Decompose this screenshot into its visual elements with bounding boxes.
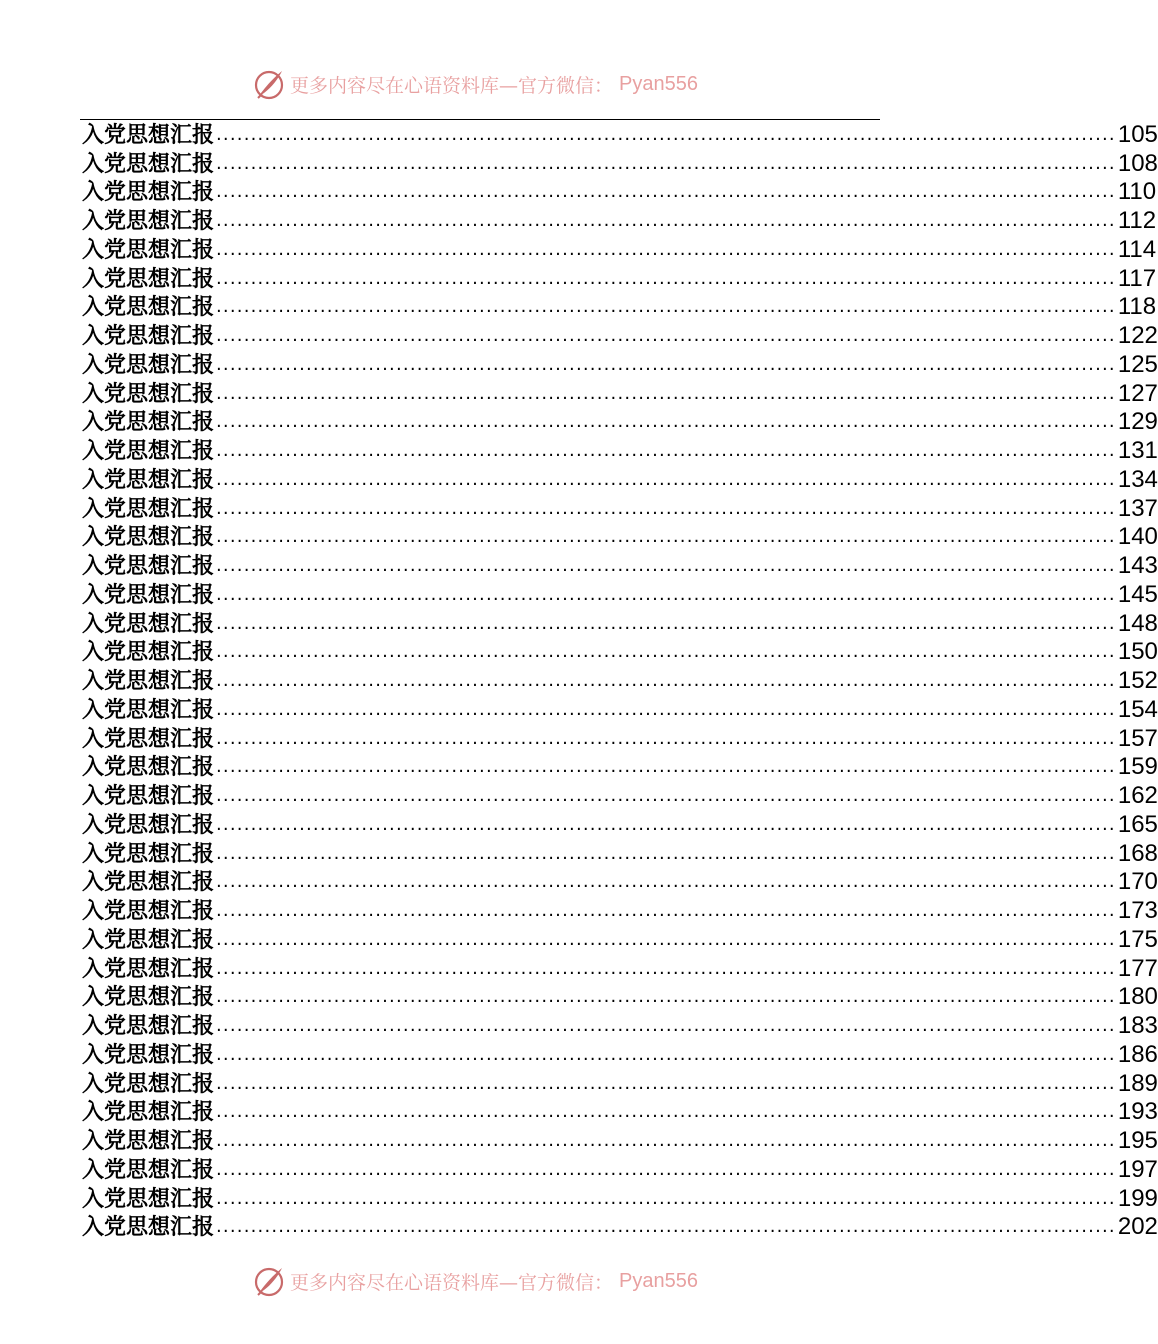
toc-entry-title: 入党思想汇报 [82,754,215,781]
toc-entry-title: 入党思想汇报 [82,208,215,234]
toc-entry-title: 入党思想汇报 [82,639,215,666]
toc-entry[interactable] [82,551,1158,580]
toc-entry-page-number: 137 [1117,494,1158,522]
toc-entry[interactable] [82,178,1157,207]
toc-entry-page-number: 134 [1117,465,1158,493]
toc-entry[interactable] [82,1213,1158,1242]
toc-entry[interactable] [82,1184,1158,1213]
toc-dot-leader: .................................................................................................................................. [216,1130,1116,1151]
toc-entry[interactable] [82,264,1157,293]
toc-entry-title: 入党思想汇报 [82,495,215,522]
toc-dot-leader: .................................................................................................................................. [216,1072,1116,1094]
toc-dot-leader: .................................................................................................................................. [216,526,1116,548]
toc-dot-leader: .................................................................................................................................. [216,181,1116,203]
toc-dot-leader: .................................................................................................................................. [216,986,1116,1008]
toc-entry-title: 入党思想汇报 [82,323,215,349]
toc-entry[interactable] [82,1126,1158,1155]
toc-entry-title: 入党思想汇报 [82,926,215,953]
toc-entry-page-number: 159 [1117,753,1158,781]
toc-entry-page-number: 112 [1117,207,1157,234]
toc-entry[interactable] [82,120,1158,149]
toc-entry-title: 入党思想汇报 [82,869,215,896]
toc-entry-title: 入党思想汇报 [82,1185,215,1212]
footer-wechat-id: Pyan556 [619,1269,698,1292]
toc-entry-page-number: 199 [1117,1184,1158,1212]
toc-entry-title: 入党思想汇报 [82,1099,215,1126]
toc-entry[interactable] [82,436,1158,465]
toc-dot-leader: .................................................................................................................................. [216,612,1116,634]
toc-entry-title: 入党思想汇报 [82,1041,215,1068]
toc-entry[interactable] [82,896,1158,925]
toc-entry[interactable] [82,609,1158,638]
toc-entry[interactable] [82,724,1158,753]
toc-entry[interactable] [82,868,1158,897]
toc-entry-page-number: 152 [1117,667,1158,694]
toc-entry-page-number: 173 [1117,897,1158,924]
toc-entry-page-number: 162 [1117,782,1158,809]
toc-dot-leader: .................................................................................................................................. [216,1216,1116,1238]
toc-dot-leader: .................................................................................................................................. [216,267,1116,289]
toc-entry[interactable] [82,638,1158,667]
toc-entry-title: 入党思想汇报 [82,668,215,694]
toc-entry[interactable] [82,149,1158,178]
toc-entry-page-number: 148 [1117,609,1158,637]
toc-entry-page-number: 108 [1117,149,1158,177]
toc-dot-leader: .................................................................................................................................. [216,1158,1116,1180]
toc-entry-page-number: 127 [1117,379,1158,407]
toc-entry-title: 入党思想汇报 [82,409,215,436]
header-wechat-id: Pyan556 [619,72,698,95]
toc-entry-page-number: 175 [1117,925,1158,953]
toc-entry-page-number: 114 [1117,235,1157,263]
toc-entry[interactable] [82,1069,1158,1098]
toc-entry-title: 入党思想汇报 [82,581,215,608]
toc-dot-leader: .................................................................................................................................. [216,1015,1116,1036]
table-of-contents [82,120,1158,1241]
toc-entry[interactable] [82,580,1158,609]
toc-dot-leader: .................................................................................................................................. [216,871,1116,893]
toc-entry-page-number: 150 [1117,638,1158,666]
toc-entry-title: 入党思想汇报 [82,955,215,982]
toc-entry-title: 入党思想汇报 [82,840,215,867]
toc-entry-page-number: 193 [1117,1098,1158,1126]
toc-entry[interactable] [82,293,1157,322]
toc-entry-page-number: 117 [1117,264,1157,292]
toc-entry-title: 入党思想汇报 [82,265,215,292]
toc-dot-leader: .................................................................................................................................. [216,928,1116,950]
toc-dot-leader: .................................................................................................................................. [216,468,1116,490]
toc-dot-leader: .................................................................................................................................. [216,210,1116,231]
toc-dot-leader: .................................................................................................................................. [216,785,1116,806]
toc-entry[interactable] [82,494,1158,523]
toc-dot-leader: .................................................................................................................................. [216,1187,1116,1209]
toc-entry[interactable] [82,1040,1158,1069]
toc-entry-page-number: 177 [1117,954,1158,982]
toc-dot-leader: .................................................................................................................................. [216,1043,1116,1065]
toc-entry-page-number: 165 [1117,810,1158,838]
toc-entry[interactable] [82,235,1157,264]
toc-entry-page-number: 202 [1117,1213,1158,1241]
toc-dot-leader: .................................................................................................................................. [216,440,1116,461]
toc-entry-page-number: 122 [1117,322,1158,349]
toc-entry[interactable] [82,954,1158,983]
toc-entry-title: 入党思想汇报 [82,984,215,1011]
toc-entry[interactable] [82,523,1158,552]
toc-entry[interactable] [82,379,1158,408]
toc-dot-leader: .................................................................................................................................. [216,641,1116,663]
toc-entry[interactable] [82,408,1158,437]
toc-dot-leader: .................................................................................................................................. [216,325,1116,346]
toc-entry-title: 入党思想汇报 [82,1128,215,1154]
toc-dot-leader: .................................................................................................................................. [216,123,1116,145]
footer-banner [0,1261,950,1301]
toc-entry-title: 入党思想汇报 [82,783,215,809]
toc-entry[interactable] [82,1155,1158,1184]
toc-entry-page-number: 129 [1117,408,1158,436]
toc-entry-title: 入党思想汇报 [82,294,215,321]
toc-entry-page-number: 118 [1117,293,1157,321]
toc-entry-page-number: 189 [1117,1069,1158,1097]
toc-dot-leader: .................................................................................................................................. [216,353,1116,375]
toc-entry-title: 入党思想汇报 [82,236,215,263]
toc-entry[interactable] [82,810,1158,839]
toc-dot-leader: .................................................................................................................................. [216,698,1116,720]
header-banner [0,64,950,104]
toc-entry[interactable] [82,465,1158,494]
toc-dot-leader: .................................................................................................................................. [216,497,1116,519]
header-banner-text: 更多内容尽在心语资料库—官方微信： [290,74,614,97]
toc-entry-page-number: 180 [1117,983,1158,1011]
toc-entry[interactable] [82,1011,1158,1040]
toc-entry-page-number: 145 [1117,580,1158,608]
toc-entry-title: 入党思想汇报 [82,610,215,637]
toc-entry[interactable] [82,839,1158,868]
toc-entry-title: 入党思想汇报 [82,1070,215,1097]
toc-entry-page-number: 131 [1117,437,1158,464]
toc-entry-page-number: 110 [1117,178,1157,206]
toc-entry-page-number: 143 [1117,552,1158,579]
toc-entry-title: 入党思想汇报 [82,466,215,493]
toc-dot-leader: .................................................................................................................................. [216,900,1116,921]
toc-entry[interactable] [82,206,1157,235]
toc-entry[interactable] [82,781,1158,810]
toc-dot-leader: .................................................................................................................................. [216,555,1116,576]
toc-dot-leader: .................................................................................................................................. [216,756,1116,778]
footer-banner-text: 更多内容尽在心语资料库—官方微信： [290,1271,614,1294]
toc-entry-title: 入党思想汇报 [82,179,215,206]
toc-entry-title: 入党思想汇报 [82,524,215,551]
toc-entry-page-number: 183 [1117,1012,1158,1039]
toc-entry-title: 入党思想汇报 [82,380,215,407]
toc-entry[interactable] [82,350,1158,379]
toc-entry-title: 入党思想汇报 [82,1156,215,1183]
toc-entry[interactable] [82,983,1158,1012]
toc-entry[interactable] [82,753,1158,782]
toc-entry-page-number: 186 [1117,1040,1158,1068]
quill-pen-logo-icon [252,67,286,101]
toc-entry[interactable] [82,695,1158,724]
toc-dot-leader: .................................................................................................................................. [216,957,1116,979]
toc-entry[interactable] [82,666,1158,695]
toc-entry-title: 入党思想汇报 [82,898,215,924]
toc-dot-leader: .................................................................................................................................. [216,842,1116,864]
toc-entry-page-number: 154 [1117,695,1158,723]
toc-entry-title: 入党思想汇报 [82,438,215,464]
toc-dot-leader: .................................................................................................................................. [216,382,1116,404]
toc-entry-title: 入党思想汇报 [82,1013,215,1039]
toc-entry-title: 入党思想汇报 [82,725,215,752]
toc-dot-leader: .................................................................................................................................. [216,238,1116,260]
toc-entry-page-number: 197 [1117,1155,1158,1183]
toc-entry-title: 入党思想汇报 [82,351,215,378]
toc-dot-leader: .................................................................................................................................. [216,583,1116,605]
toc-dot-leader: .................................................................................................................................. [216,296,1116,318]
toc-entry[interactable] [82,925,1158,954]
toc-entry-title: 入党思想汇报 [82,121,215,148]
toc-entry-page-number: 105 [1117,120,1158,148]
toc-dot-leader: .................................................................................................................................. [216,152,1116,174]
toc-entry-page-number: 125 [1117,350,1158,378]
toc-entry-page-number: 140 [1117,523,1158,551]
quill-pen-logo-icon [252,1264,286,1298]
toc-entry-page-number: 168 [1117,839,1158,867]
toc-dot-leader: .................................................................................................................................. [216,411,1116,433]
toc-dot-leader: .................................................................................................................................. [216,813,1116,835]
toc-entry[interactable] [82,1098,1158,1127]
toc-dot-leader: .................................................................................................................................. [216,727,1116,749]
toc-entry-title: 入党思想汇报 [82,150,215,177]
toc-entry-page-number: 195 [1117,1127,1158,1154]
toc-entry-title: 入党思想汇报 [82,811,215,838]
toc-entry-title: 入党思想汇报 [82,1214,215,1241]
toc-entry-title: 入党思想汇报 [82,696,215,723]
toc-entry-page-number: 170 [1117,868,1158,896]
toc-entry[interactable] [82,321,1158,350]
toc-dot-leader: .................................................................................................................................. [216,670,1116,691]
toc-dot-leader: .................................................................................................................................. [216,1101,1116,1123]
toc-entry-title: 入党思想汇报 [82,553,215,579]
toc-entry-page-number: 157 [1117,724,1158,752]
